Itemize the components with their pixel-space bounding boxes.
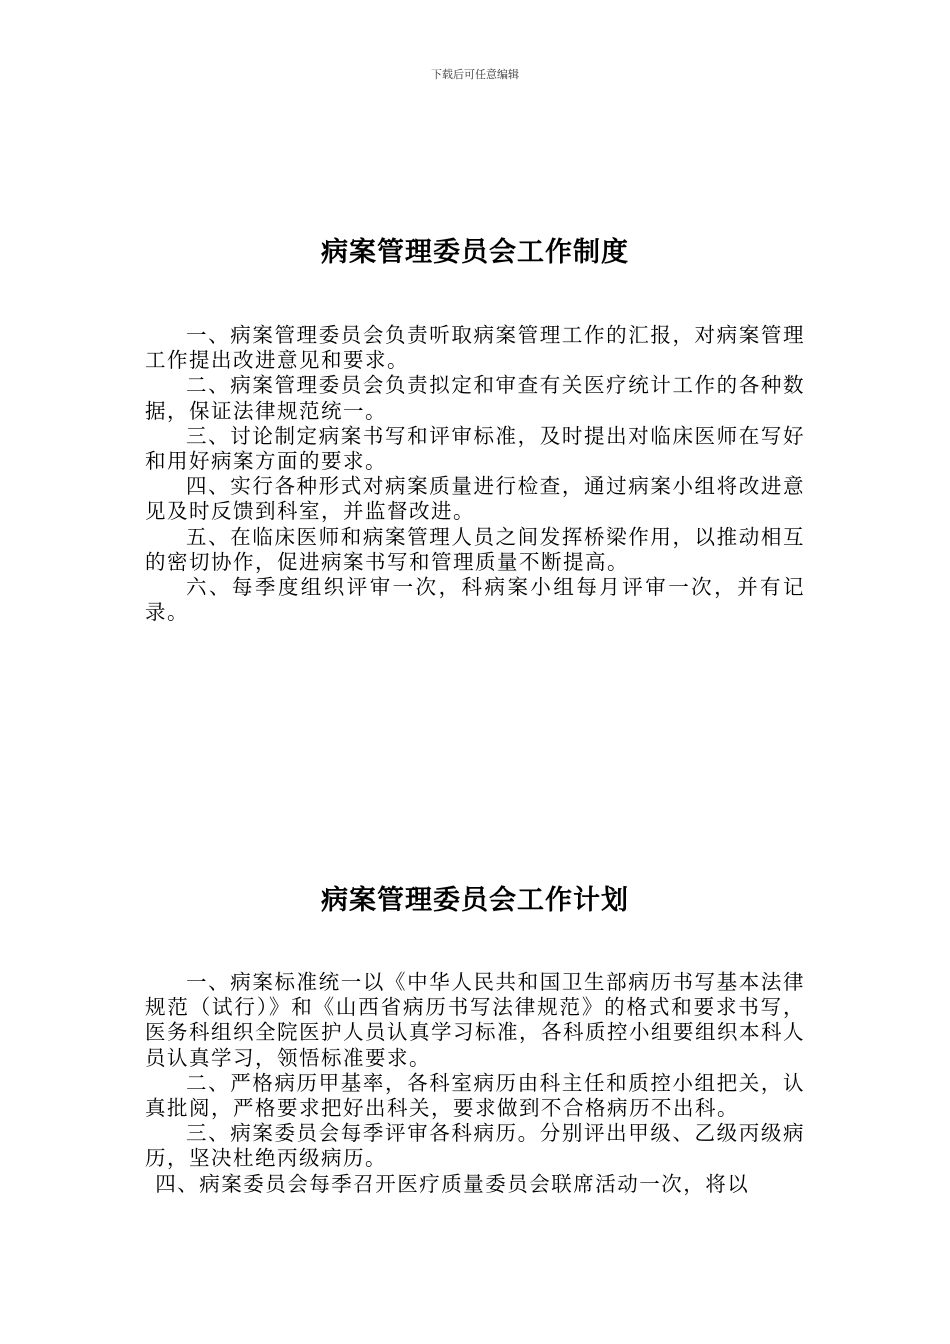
section-system-body (145, 323, 805, 625)
paragraph: 三、讨论制定病案书写和评审标准，及时提出对临床医师在写好和用好病案方面的要求。 (145, 423, 805, 474)
paragraph: 四、病案委员会每季召开医疗质量委员会联席活动一次，将以 (155, 1171, 750, 1196)
paragraph: 二、严格病历甲基率，各科室病历由科主任和质控小组把关，认真批阅，严格要求把好出科关，要求做到不合格病历不出科。 (145, 1070, 805, 1121)
page-header: 下载后可任意编辑 (431, 68, 519, 81)
document-title-system: 病案管理委员会工作制度 (321, 237, 629, 268)
paragraph: 六、每季度组织评审一次，科病案小组每月评审一次，并有记录。 (145, 575, 805, 625)
paragraph: 二、病案管理委员会负责拟定和审查有关医疗统计工作的各种数据，保证法律规范统一。 (145, 373, 805, 423)
paragraph: 五、在临床医师和病案管理人员之间发挥桥梁作用，以推动相互的密切协作，促进病案书写和管理质量不断提高。 (145, 524, 805, 574)
paragraph: 四、实行各种形式对病案质量进行检查，通过病案小组将改进意见及时反馈到科室，并监督改进。 (145, 474, 805, 524)
paragraph: 一、病案标准统一以《中华人民共和国卫生部病历书写基本法律规范（试行）》和《山西省病历书写法律规范》的格式和要求书写，医务科组织全院医护人员认真学习标准，各科质控小组要组织本科人员认真学习，领悟标准要求。 (145, 970, 805, 1070)
paragraph: 一、病案管理委员会负责听取病案管理工作的汇报，对病案管理工作提出改进意见和要求。 (145, 323, 805, 373)
paragraph: 三、病案委员会每季评审各科病历。分别评出甲级、乙级丙级病历，坚决杜绝丙级病历。 (145, 1121, 805, 1171)
section-plan-body (145, 970, 805, 1197)
document-title-plan: 病案管理委员会工作计划 (321, 885, 629, 916)
